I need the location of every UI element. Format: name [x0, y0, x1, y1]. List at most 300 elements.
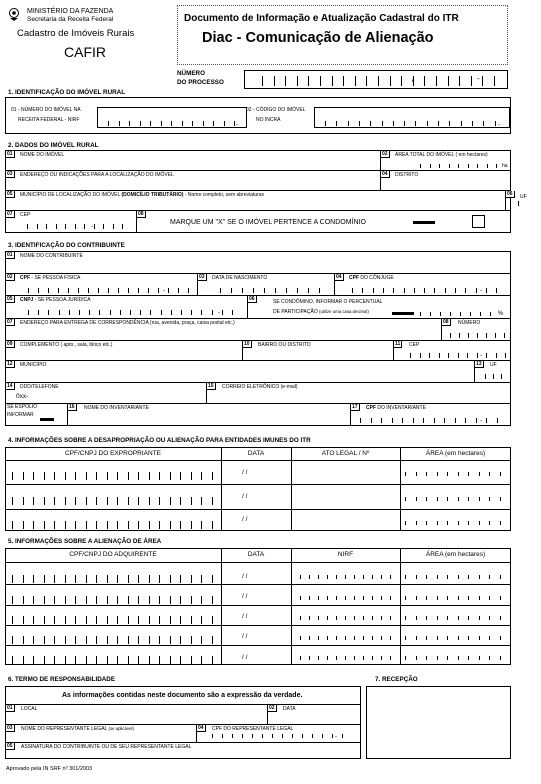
cep-digit-tick — [84, 224, 85, 229]
cpf-cnpj-tick — [65, 616, 66, 624]
area-tick — [489, 521, 490, 525]
cpf-cnpj-tick — [12, 656, 13, 664]
birth-date-tick — [242, 288, 243, 293]
nirf-tick — [363, 616, 364, 620]
process-digit-tick — [471, 76, 472, 86]
process-digit-tick — [448, 76, 449, 86]
executor-cpf-tick — [360, 418, 361, 423]
incra-digit-tick — [336, 121, 337, 126]
nirf-digit-tick — [224, 121, 225, 126]
cpf-cnpj-tick — [212, 596, 213, 604]
date-mask: / / — [242, 493, 248, 500]
cpf-cnpj-tick — [212, 616, 213, 624]
col-nirf: NIRF — [337, 551, 354, 558]
cnpj-digit-tick — [161, 310, 162, 315]
area-tick — [489, 575, 490, 579]
cnpj-digit-tick — [79, 310, 80, 315]
process-number-field[interactable]: / - — [244, 70, 508, 89]
nirf-tick — [300, 656, 301, 660]
process-digit-tick — [390, 76, 391, 86]
cpf-cnpj-tick — [128, 497, 129, 505]
incra-field[interactable]: - — [314, 107, 510, 128]
cpf-cnpj-tick — [170, 596, 171, 604]
area-tick — [416, 596, 417, 600]
cpf-cnpj-tick — [33, 616, 34, 624]
nirf-tick — [381, 656, 382, 660]
cnpj-digit-tick — [110, 310, 111, 315]
cpf-cnpj-tick — [107, 616, 108, 624]
birth-date-tick — [308, 288, 309, 293]
cpf-cnpj-tick — [107, 472, 108, 480]
cpf-digit-tick — [168, 288, 169, 293]
nirf-label-2: RECEITA FEDERAL - NIRF — [18, 117, 80, 123]
rep-cpf-tick — [342, 734, 343, 738]
area-tick — [489, 472, 490, 476]
incra-digit-tick — [495, 121, 496, 126]
cpf-cnpj-tick — [212, 636, 213, 644]
cpf-cnpj-tick — [23, 596, 24, 604]
nirf-tick — [309, 636, 310, 640]
corr-cep-tick — [429, 353, 430, 358]
process-digit-tick — [355, 76, 356, 86]
cpf-cnpj-tick — [191, 497, 192, 505]
cpf-cnpj-tick — [180, 521, 181, 529]
cpf-cnpj-tick — [191, 472, 192, 480]
cpf-cnpj-tick — [149, 636, 150, 644]
area-digit-tick — [439, 164, 440, 168]
cpf-cnpj-tick — [180, 616, 181, 624]
cnpj-digit-tick — [48, 310, 49, 315]
cpf-cnpj-tick — [86, 636, 87, 644]
cpf-cnpj-tick — [191, 636, 192, 644]
process-digit-tick — [366, 76, 367, 86]
cpf-cnpj-tick — [191, 616, 192, 624]
incra-digit-tick — [461, 121, 462, 126]
nirf-tick — [300, 575, 301, 579]
phone-label: DDD/TELEFONE — [20, 384, 59, 390]
area-tick — [447, 521, 448, 525]
section-4-title: 4. INFORMAÇÕES SOBRE A DESAPROPRIAÇÃO OU ALIENAÇÃO PARA ENTIDADES IMUNES DO ITR — [8, 437, 311, 444]
nirf-tick — [300, 636, 301, 640]
section-7-title: 7. RECEPÇÃO — [375, 676, 418, 683]
nirf-tick — [372, 656, 373, 660]
cpf-cnpj-tick — [12, 472, 13, 480]
cpf-cnpj-tick — [159, 656, 160, 664]
incra-digit-tick — [348, 121, 349, 126]
digit-tick — [493, 374, 494, 379]
cpf-cnpj-tick — [191, 521, 192, 529]
digit-tick — [501, 374, 502, 379]
cpf-cnpj-tick — [128, 636, 129, 644]
coat-of-arms-icon — [8, 7, 20, 21]
cpf-label: CPF - SE PESSOA FÍSICA — [20, 275, 81, 281]
process-digit-tick — [424, 76, 425, 86]
cpf-cnpj-tick — [201, 616, 202, 624]
executor-cpf-tick — [465, 418, 466, 423]
area-digit-tick — [458, 164, 459, 168]
footer-approval: Aprovado pela IN SRF nº 301/2003 — [6, 766, 93, 772]
cpf-cnpj-tick — [33, 497, 34, 505]
cpf-cnpj-tick — [117, 596, 118, 604]
area-tick — [458, 636, 459, 640]
cpf-cnpj-tick — [86, 656, 87, 664]
uf-label: UF — [520, 194, 527, 200]
nirf-tick — [300, 596, 301, 600]
cpf-cnpj-tick — [54, 472, 55, 480]
cpf-cnpj-tick — [65, 636, 66, 644]
cep-digit-tick — [27, 224, 28, 229]
percent-tick — [420, 312, 421, 316]
executor-cpf-tick — [497, 418, 498, 423]
area-tick — [458, 521, 459, 525]
cpf-cnpj-tick — [86, 575, 87, 583]
process-digit-tick — [459, 76, 460, 86]
nirf-tick — [390, 656, 391, 660]
cpf-cnpj-tick — [86, 472, 87, 480]
cpf-cnpj-tick — [201, 521, 202, 529]
cnpj-label: CNPJ - SE PESSOA JURÍDICA — [20, 297, 91, 303]
digit-tick — [504, 333, 505, 338]
rep-cpf-tick — [272, 734, 273, 738]
incra-digit-tick — [427, 121, 428, 126]
cep-digit-tick — [37, 224, 38, 229]
cpf-cnpj-tick — [170, 575, 171, 583]
cpf-cnpj-tick — [33, 521, 34, 529]
cpf-cnpj-tick — [201, 497, 202, 505]
area-tick — [405, 575, 406, 579]
digit-tick — [495, 333, 496, 338]
cnpj-digit-tick — [59, 310, 60, 315]
rep-cpf-tick — [242, 734, 243, 738]
nirf-digit-tick — [119, 121, 120, 126]
cpf-cnpj-tick — [180, 472, 181, 480]
cpf-cnpj-tick — [180, 575, 181, 583]
area-tick — [426, 656, 427, 660]
cpf-cnpj-tick — [44, 636, 45, 644]
cpf-cnpj-tick — [65, 596, 66, 604]
cpf-cnpj-tick — [65, 656, 66, 664]
cep-digit-tick — [94, 224, 95, 229]
rep-cpf-tick — [262, 734, 263, 738]
cpf-cnpj-tick — [65, 521, 66, 529]
cpf-cnpj-tick — [128, 596, 129, 604]
process-digit-tick — [378, 76, 379, 86]
nirf-tick — [363, 575, 364, 579]
area-tick — [416, 497, 417, 501]
rep-cpf-tick — [252, 734, 253, 738]
nirf-tick — [318, 636, 319, 640]
cpf-cnpj-tick — [75, 636, 76, 644]
participation-label-2: DE PARTICIPAÇÃO (utilize uma casa decimal) — [273, 309, 369, 315]
cpf-cnpj-tick — [170, 656, 171, 664]
cpf-digit-tick — [108, 288, 109, 293]
area-tick — [405, 596, 406, 600]
cpf-cnpj-tick — [86, 616, 87, 624]
area-tick — [447, 575, 448, 579]
rep-cpf-tick — [302, 734, 303, 738]
executor-cpf-tick — [476, 418, 477, 423]
neighborhood-label: BAIRRO OU DISTRITO — [258, 342, 311, 348]
area-tick — [489, 636, 490, 640]
condominium-checkbox[interactable] — [472, 215, 485, 228]
nirf-tick — [390, 575, 391, 579]
area-tick — [416, 575, 417, 579]
rep-cpf-tick — [282, 734, 283, 738]
rep-cpf-tick — [322, 734, 323, 738]
section-6-title: 6. TERMO DE RESPONSABILIDADE — [8, 676, 116, 683]
cpf-cnpj-tick — [23, 521, 24, 529]
nirf-tick — [336, 656, 337, 660]
birth-date-tick — [319, 288, 320, 293]
nirf-digit-tick — [161, 121, 162, 126]
cpf-cnpj-tick — [138, 616, 139, 624]
cpf-cnpj-tick — [75, 575, 76, 583]
area-tick — [437, 472, 438, 476]
cnpj-digit-tick — [99, 310, 100, 315]
participation-label-1: SE CONDÔMINO, INFORMAR O PERCENTUAL — [273, 299, 383, 305]
cpf-cnpj-tick — [12, 636, 13, 644]
nirf-tick — [363, 636, 364, 640]
nirf-tick — [327, 636, 328, 640]
area-tick — [426, 616, 427, 620]
cpf-cnpj-tick — [201, 656, 202, 664]
spouse-cpf-tick — [404, 288, 405, 293]
cpf-cnpj-tick — [12, 616, 13, 624]
arrow-marker — [392, 312, 414, 315]
cep-digit-tick — [103, 224, 104, 229]
cnpj-digit-tick — [191, 310, 192, 315]
process-digit-tick — [308, 76, 309, 86]
incra-digit-tick — [382, 121, 383, 126]
nirf-tick — [381, 616, 382, 620]
executor-cpf-label: CPF DO INVENTARIANTE — [366, 405, 426, 411]
area-tick — [437, 616, 438, 620]
cpf-cnpj-tick — [212, 656, 213, 664]
executor-cpf-tick — [381, 418, 382, 423]
date-mask: / / — [242, 593, 248, 600]
cpf-cnpj-tick — [75, 656, 76, 664]
cpf-cnpj-tick — [75, 521, 76, 529]
cpf-cnpj-tick — [159, 497, 160, 505]
cpf-cnpj-tick — [23, 472, 24, 480]
cpf-cnpj-tick — [201, 472, 202, 480]
nirf-tick — [354, 636, 355, 640]
cpf-cnpj-tick — [23, 575, 24, 583]
secretariat-name: Secretaria da Receita Federal — [27, 16, 114, 23]
area-tick — [500, 636, 501, 640]
spouse-cpf-tick — [352, 288, 353, 293]
area-tick — [405, 636, 406, 640]
cnpj-digit-tick — [212, 310, 213, 315]
nirf-field[interactable]: - — [97, 107, 247, 128]
condominium-label: MARQUE UM "X" SE O IMÓVEL PERTENCE A CONDOMÍNIO — [170, 219, 366, 226]
cpf-cnpj-tick — [44, 472, 45, 480]
area-tick — [500, 497, 501, 501]
cpf-cnpj-tick — [201, 636, 202, 644]
nirf-tick — [363, 656, 364, 660]
register-name: Cadastro de Imóveis Rurais — [17, 28, 135, 39]
cpf-cnpj-tick — [159, 521, 160, 529]
cpf-cnpj-tick — [54, 636, 55, 644]
spouse-cpf-tick — [383, 288, 384, 293]
ministry-name: MINISTÉRIO DA FAZENDA — [27, 8, 114, 15]
incra-digit-tick — [325, 121, 326, 126]
number-label: NÚMERO — [458, 320, 481, 326]
municipality-label: MUNICÍPIO DE LOCALIZAÇÃO DO IMÓVEL (DOMICÍLIO TRIBUTÁRIO) - Nome completo, sem abreviaturas — [20, 192, 265, 198]
nirf-tick — [390, 616, 391, 620]
section-2-title: 2. DADOS DO IMÓVEL RURAL — [8, 142, 99, 149]
cpf-cnpj-tick — [107, 521, 108, 529]
process-digit-tick — [320, 76, 321, 86]
incra-digit-tick — [415, 121, 416, 126]
area-tick — [468, 636, 469, 640]
birth-date-tick — [264, 288, 265, 293]
nirf-tick — [345, 656, 346, 660]
cnpj-digit-tick — [201, 310, 202, 315]
nirf-tick — [381, 575, 382, 579]
representative-cpf-label: CPF DO REPRESENTANTE LEGAL — [212, 726, 294, 732]
area-tick — [447, 497, 448, 501]
cpf-cnpj-tick — [128, 521, 129, 529]
executor-cpf-tick — [413, 418, 414, 423]
cpf-cnpj-tick — [212, 521, 213, 529]
process-digit-tick — [297, 76, 298, 86]
cpf-cnpj-tick — [54, 521, 55, 529]
cpf-cnpj-tick — [191, 656, 192, 664]
area-tick — [447, 656, 448, 660]
cpf-cnpj-tick — [107, 596, 108, 604]
cpf-cnpj-tick — [75, 596, 76, 604]
date-mask: / / — [242, 613, 248, 620]
cpf-digit-tick — [78, 288, 79, 293]
total-area-label: ÁREA TOTAL DO IMÓVEL ( em hectares) — [395, 152, 488, 158]
spouse-cpf-tick — [362, 288, 363, 293]
cpf-cnpj-tick — [44, 596, 45, 604]
executor-cpf-tick — [392, 418, 393, 423]
cpf-cnpj-tick — [44, 575, 45, 583]
area-tick — [489, 596, 490, 600]
nirf-tick — [390, 636, 391, 640]
cpf-cnpj-tick — [75, 497, 76, 505]
spouse-cpf-tick — [465, 288, 466, 293]
spouse-cpf-tick — [455, 288, 456, 293]
area-tick — [489, 616, 490, 620]
area-tick — [447, 616, 448, 620]
nirf-tick — [381, 596, 382, 600]
cpf-cnpj-tick — [54, 497, 55, 505]
cnpj-digit-tick — [89, 310, 90, 315]
doc-title: Documento de Informação e Atualização Cadastral do ITR — [184, 13, 459, 24]
cpf-cnpj-tick — [107, 636, 108, 644]
cnpj-digit-tick — [28, 310, 29, 315]
cpf-cnpj-tick — [128, 616, 129, 624]
incra-digit-tick — [449, 121, 450, 126]
incra-digit-tick — [359, 121, 360, 126]
correspondence-uf-label: UF — [490, 362, 497, 368]
date-mask: / / — [242, 654, 248, 661]
digit-tick — [468, 333, 469, 338]
area-tick — [426, 472, 427, 476]
cpf-cnpj-tick — [117, 656, 118, 664]
nirf-tick — [354, 596, 355, 600]
area-digit-tick — [430, 164, 431, 168]
cpf-cnpj-tick — [138, 596, 139, 604]
nirf-digit-tick — [182, 121, 183, 126]
process-label-1: NÚMERO — [177, 70, 205, 77]
cnpj-digit-tick — [69, 310, 70, 315]
spouse-cpf-label: CPF DO CÔNJUGE — [349, 275, 394, 281]
cep-digit-tick — [65, 224, 66, 229]
area-tick — [447, 636, 448, 640]
cpf-cnpj-tick — [149, 472, 150, 480]
col-date: DATA — [247, 450, 265, 457]
area-tick — [468, 616, 469, 620]
process-digit-tick — [436, 76, 437, 86]
nirf-tick — [318, 596, 319, 600]
nirf-tick — [354, 616, 355, 620]
cep-digit-tick — [75, 224, 76, 229]
arrow-marker — [40, 418, 54, 421]
taxpayer-name-label: NOME DO CONTRIBUINTE — [20, 253, 83, 259]
cpf-cnpj-tick — [44, 616, 45, 624]
cpf-cnpj-tick — [159, 636, 160, 644]
cpf-cnpj-tick — [44, 497, 45, 505]
area-tick — [437, 575, 438, 579]
estate-label-2: INFORMAR — [7, 412, 34, 418]
address-location-label: ENDEREÇO OU INDICAÇÕES PARA A LOCALIZAÇÃO DO IMÓVEL — [20, 172, 174, 178]
correspondence-cep-label: CEP — [409, 342, 420, 348]
nirf-tick — [372, 636, 373, 640]
percent-tick — [460, 312, 461, 316]
cpf-cnpj-tick — [75, 616, 76, 624]
area-tick — [479, 497, 480, 501]
cpf-cnpj-tick — [44, 656, 45, 664]
cpf-cnpj-tick — [201, 596, 202, 604]
cpf-digit-tick — [148, 288, 149, 293]
nirf-tick — [327, 656, 328, 660]
nirf-tick — [372, 575, 373, 579]
corr-cep-tick — [505, 353, 506, 358]
reception-box — [366, 686, 511, 759]
cpf-cnpj-tick — [170, 636, 171, 644]
process-digit-tick — [274, 76, 275, 86]
cpf-cnpj-tick — [12, 596, 13, 604]
cpf-cnpj-tick — [107, 497, 108, 505]
nirf-tick — [309, 656, 310, 660]
cpf-cnpj-tick — [180, 596, 181, 604]
digit-tick — [486, 333, 487, 338]
digit-tick — [477, 333, 478, 338]
nirf-tick — [372, 596, 373, 600]
cpf-digit-tick — [68, 288, 69, 293]
nirf-tick — [309, 616, 310, 620]
cpf-cnpj-tick — [149, 575, 150, 583]
cpf-cnpj-tick — [138, 521, 139, 529]
rep-cpf-tick — [312, 734, 313, 738]
incra-digit-tick — [370, 121, 371, 126]
cpf-digit-tick — [118, 288, 119, 293]
cpf-digit-tick — [158, 288, 159, 293]
area-tick — [500, 596, 501, 600]
cpf-cnpj-tick — [117, 575, 118, 583]
cpf-cnpj-tick — [128, 575, 129, 583]
cpf-cnpj-tick — [159, 596, 160, 604]
area-tick — [437, 497, 438, 501]
nirf-tick — [354, 575, 355, 579]
cnpj-digit-tick — [140, 310, 141, 315]
area-tick — [468, 521, 469, 525]
nirf-digit-tick — [203, 121, 204, 126]
